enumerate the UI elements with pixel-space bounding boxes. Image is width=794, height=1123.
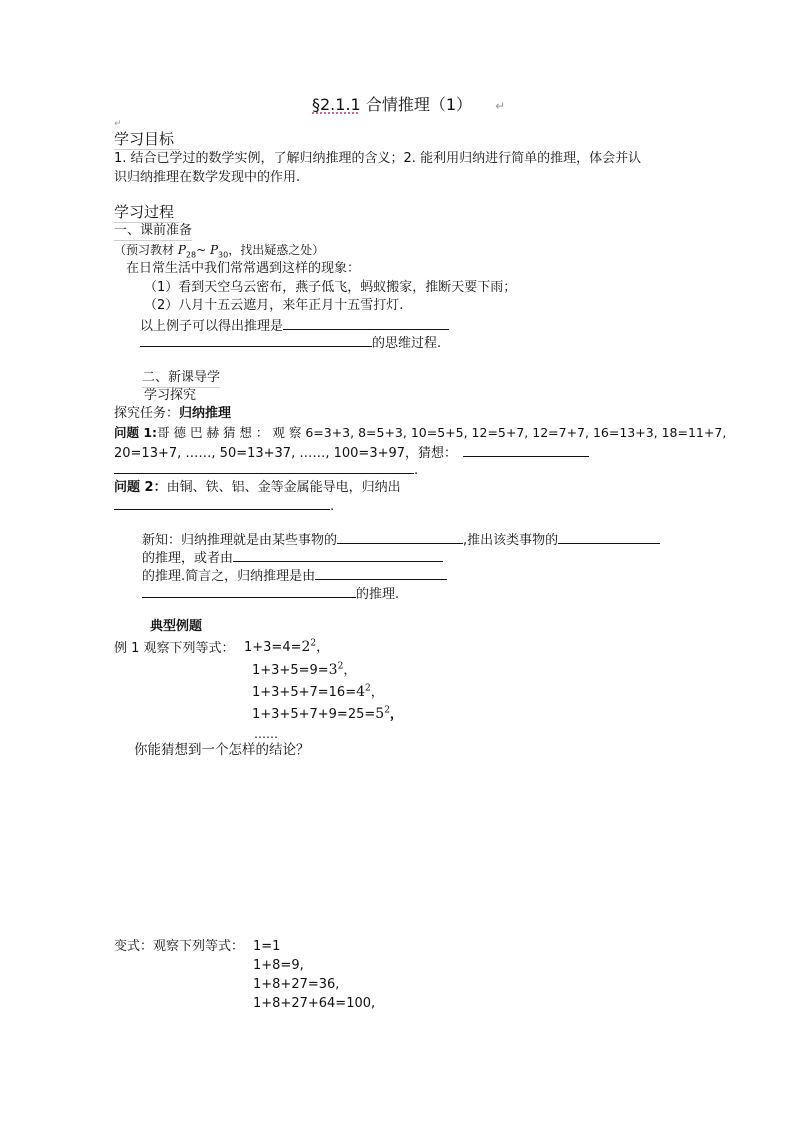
page-title bbox=[312, 94, 505, 117]
question-1-text: 哥 德 巴 赫 猜 想 ： 观 察 6=3+3, 8=5+3, 10=5+5, 12=5+7, 12=7+7, 16=13+3, 18=11+7, bbox=[157, 425, 727, 440]
variant-eq-2: 1+8=9, bbox=[253, 958, 304, 973]
preview-p2: P bbox=[209, 243, 219, 257]
task-label: 探究任务： bbox=[114, 406, 180, 421]
eq-expr: 1+3+5+7=16= bbox=[252, 685, 357, 700]
new-knowledge-2: 的推理，或者由 bbox=[142, 551, 234, 566]
question-2-label: 问题 2： bbox=[114, 480, 167, 495]
eq-expr: 1+3+5=9= bbox=[252, 663, 329, 678]
new-knowledge-blank-1[interactable] bbox=[337, 530, 463, 544]
eq-base: 4 bbox=[356, 684, 366, 700]
conclusion-line-2 bbox=[140, 333, 441, 353]
eq-exp: 2 bbox=[310, 638, 317, 649]
variant-eq-1: 1=1 bbox=[253, 939, 281, 954]
preview-sub2: 30 bbox=[218, 250, 229, 260]
process-heading: 学习过程 bbox=[114, 202, 180, 223]
objectives-line-2: 识归纳推理在数学发现中的作用. bbox=[114, 170, 301, 185]
question-1-continued: 20=13+7, ……, 50=13+37, ……, 100=3+97，猜想： bbox=[114, 446, 458, 461]
eq-exp: 2 bbox=[384, 705, 390, 716]
question-1-blank-2[interactable] bbox=[114, 460, 414, 474]
new-knowledge-blank-2[interactable] bbox=[558, 530, 660, 544]
question-1-period: . bbox=[414, 463, 419, 478]
question-2-line-2 bbox=[114, 496, 334, 516]
objectives-heading: 学习目标 bbox=[114, 129, 180, 150]
question-1-line-3 bbox=[114, 460, 418, 480]
new-knowledge-blank-5[interactable] bbox=[142, 584, 356, 598]
task-name: 归纳推理 bbox=[179, 406, 232, 421]
example-1-label: 例 1 观察下列等式： bbox=[114, 641, 235, 656]
new-knowledge-3: 的推理.简言之，归纳推理是由 bbox=[142, 569, 316, 584]
paragraph-mark-icon: ↵ bbox=[495, 99, 506, 113]
new-knowledge-line-1 bbox=[142, 530, 660, 550]
eq-tail: ， bbox=[370, 685, 384, 700]
new-knowledge-blank-3[interactable] bbox=[233, 548, 443, 562]
example-1-eq-1 bbox=[244, 638, 329, 657]
eq-exp: 2 bbox=[337, 661, 344, 672]
eq-tail: ， bbox=[316, 640, 330, 655]
phenomenon-2: （2）八月十五云遮月，来年正月十五雪打灯. bbox=[144, 298, 404, 313]
example-1-question: 你能猜想到一个怎样的结论？ bbox=[134, 742, 310, 758]
new-knowledge-line-3 bbox=[142, 566, 447, 586]
eq-base: 2 bbox=[301, 639, 311, 655]
phenomenon-1: （1）看到天空乌云密布，燕子低飞，蚂蚁搬家，推断天要下雨； bbox=[144, 280, 517, 295]
eq-base: 3 bbox=[328, 662, 338, 678]
preview-note bbox=[114, 241, 324, 259]
section-new-lesson: 二、新课导学 bbox=[142, 369, 220, 388]
title-section-number: §2.1.1 bbox=[312, 95, 361, 114]
new-knowledge-4: 的推理. bbox=[356, 587, 400, 602]
conclusion-blank-2[interactable] bbox=[140, 333, 372, 347]
variant-eq-4: 1+8+27+64=100, bbox=[253, 996, 376, 1011]
eq-exp: 2 bbox=[365, 683, 371, 694]
preview-p1: P bbox=[177, 243, 186, 257]
new-knowledge-line-4 bbox=[142, 584, 399, 604]
question-1-label: 问题 1: bbox=[114, 425, 158, 440]
example-1-eq-3 bbox=[252, 683, 384, 702]
example-1-eq-4 bbox=[252, 705, 403, 724]
new-knowledge-1a: 新知：归纳推理就是由某些事物的 bbox=[142, 533, 338, 548]
title-text: 合情推理（1） bbox=[365, 95, 472, 114]
question-2-line-1 bbox=[114, 479, 401, 497]
question-1-line-1 bbox=[114, 424, 726, 442]
question-2-period: . bbox=[330, 499, 335, 514]
eq-tail: ， bbox=[389, 707, 403, 722]
variant-eq-3: 1+8+27=36, bbox=[253, 977, 340, 992]
preview-sub1: 28 bbox=[185, 250, 197, 260]
conclusion-prefix: 以上例子可以得出推理是 bbox=[140, 319, 284, 334]
section-preparation: 一、课前准备 bbox=[114, 222, 192, 241]
question-1-blank-1[interactable] bbox=[463, 443, 589, 457]
preview-prefix: （预习教材 bbox=[114, 243, 178, 257]
preview-suffix: ，找出疑惑之处） bbox=[228, 243, 325, 257]
new-knowledge-blank-4[interactable] bbox=[315, 566, 447, 580]
paragraph-mark-small-icon: ↵ bbox=[114, 119, 122, 129]
conclusion-blank-1[interactable] bbox=[283, 316, 449, 330]
new-knowledge-1b: ,推出该类事物的 bbox=[463, 533, 559, 548]
example-1-eq-2 bbox=[252, 661, 356, 680]
eq-expr: 1+3+5+7+9=25= bbox=[252, 707, 376, 722]
example-1-ellipsis: …… bbox=[254, 727, 278, 741]
examples-heading: 典型例题 bbox=[150, 619, 203, 634]
objectives-line-1: 1. 结合已学过的数学实例，了解归纳推理的含义；2. 能利用归纳进行简单的推理，体会并认 bbox=[114, 151, 642, 166]
phenomena-intro: 在日常生活中我们常常遇到这样的现象： bbox=[126, 261, 361, 276]
eq-base: 5 bbox=[375, 706, 385, 722]
explore-heading: 学习探究 bbox=[144, 388, 197, 403]
variant-label: 变式：观察下列等式： bbox=[114, 939, 245, 954]
eq-expr: 1+3=4= bbox=[244, 640, 302, 655]
preview-tilde: ~ bbox=[196, 243, 210, 257]
question-2-text: 由铜、铁、铝、金等金属能导电，归纳出 bbox=[166, 480, 401, 495]
question-2-blank[interactable] bbox=[114, 496, 330, 510]
eq-tail: ， bbox=[343, 663, 357, 678]
new-knowledge-line-2 bbox=[142, 548, 443, 568]
conclusion-suffix: 的思维过程. bbox=[372, 336, 442, 351]
task-line bbox=[114, 405, 231, 423]
